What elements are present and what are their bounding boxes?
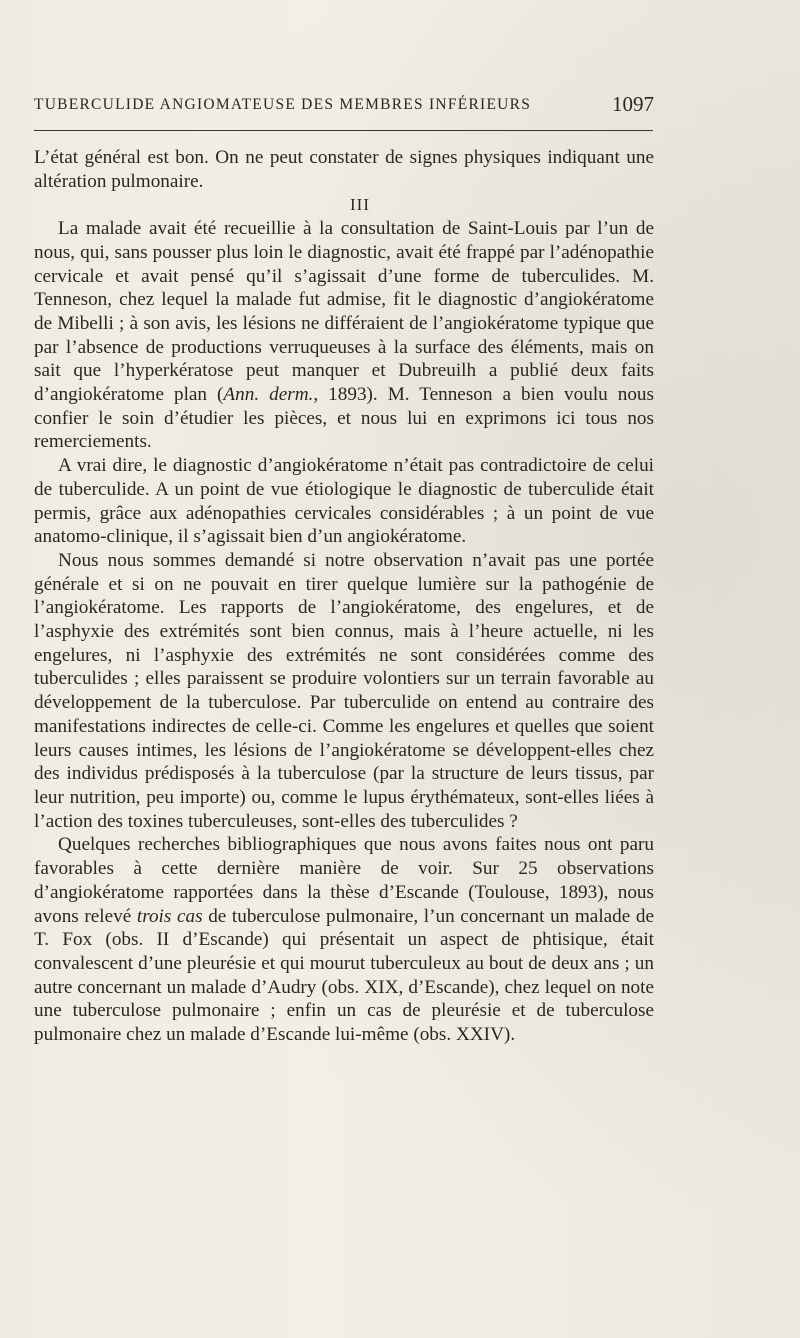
page-number: 1097 <box>612 92 654 116</box>
paragraph-diagnosis: A vrai dire, le diagnostic d’angiokératome n’était pas contradictoire de celui de tuberculide. A un point de vue étiologique le diagnostic de tuberculide était permis, grâce aux adénopathies cervicales considérables ; à un point de vue anatomo-clinique, il s’agissait bien d’un angiokératome. <box>34 455 654 548</box>
paragraph-consultation: La malade avait été recueillie à la consultation de Saint-Louis par l’un de nous, qui, sans pousser plus loin le diagnostic, avait été frappé par l’adénopathie cervicale et avait pensé qu’il s’agissait d’une forme de tuberculides. M. Tenneson, chez lequel la malade fut admise, fit le diagnostic d’angiokératome de Mibelli ; à son avis, les lésions ne différaient de l’angiokératome typique que par l’absence de productions verruqueuses à la surface des éléments, mais on sait que l’hyperkératose peut manquer et Dubreuilh a publié deux faits d’angiokératome plan (Ann. derm., 1893). M. Tenneson a bien voulu nous confier le soin d’étudier les pièces, et nous lui en exprimons ici tous nos remerciements. <box>34 218 654 453</box>
emphasis-three-cases: trois cas <box>136 905 203 927</box>
paragraph-general-state: L’état général est bon. On ne peut constater de signes physiques indiquant une altération pulmonaire. <box>34 147 654 192</box>
paragraph-consultation-text: La malade avait été recueillie à la consultation de Saint-Louis par l’un de nous, qui, sans pousser plus loin le diagnostic, avait été frappé par l’adénopathie cervicale et avait pensé qu’il s’agissait d’une forme de tuberculides. M. Tenneson, chez lequel la malade fut admise, fit le diagnostic d’angiokératome de Mibelli ; à son avis, les lésions ne différaient de l’angiokératome typique que par l’absence de productions verruqueuses à la surface des éléments, mais on sait que l’hyperkératose peut manquer et Dubreuilh a publié deux faits d’angiokératome plan <box>34 218 654 406</box>
paragraph-bibliography <box>34 833 654 1046</box>
running-title: TUBERCULIDE ANGIOMATEUSE DES MEMBRES INFÉRIEURS <box>34 96 532 113</box>
section-number: III <box>350 195 370 215</box>
paragraph-bibliography-text: Quelques recherches bibliographiques que nous avons faites nous ont paru favorables à cette dernière manière de voir. Sur 25 observations d’angiokératome rapportées dans la thèse d’Escande (Toulouse, 1893), nous avons relevé <box>34 834 654 927</box>
paragraph-bibliography-tail: de tuberculose pulmonaire, l’un concernant un malade de T. Fox (obs. II d’Escande) qui présentait un aspect de phtisique, était convalescent d’une pleurésie et qui mourut tuberculeux au bout de deux ans ; un autre concernant un malade d’Audry (obs. XIX, d’Escande), chez lequel on note une tuberculose pulmonaire ; enfin un cas de pleurésie et de tuberculose pulmonaire chez un malade d’Escande lui-même (obs. XXIV). <box>34 905 655 1046</box>
paragraph-consultation-tail: , 1893). M. Tenneson a bien voulu nous confier le soin d’étudier les pièces, et nous lui en exprimons ici tous nos remerciements. <box>34 384 654 453</box>
header-rule <box>34 130 653 131</box>
paragraph-pathogeny: Nous nous sommes demandé si notre observation n’avait pas une portée générale et si on ne pouvait en tirer quelque lumière sur la pathogénie de l’angiokératome. Les rapports de l’angiokératome, des engelures, et de l’asphyxie des extrémités sont bien connus, mais à l’heure actuelle, ni les engelures, ni l’asphyxie des extrémités ne sont considérées comme des tuberculides ; elles paraissent se produire volontiers sur un terrain favorable au développement de la tuberculose. Par tuberculide on entend au contraire des manifestations indirectes de celle-ci. Comme les engelures et quelles que soient leurs causes intimes, les lésions de l’angiokératome se développent-elles chez des individus prédisposés à la tuberculose (par la structure de leurs tissus, par leur nutrition, peu importe) ou, comme le lupus érythémateux, sont-elles liées à l’action des toxines tuberculeuses, sont-elles des tuberculides ? <box>34 549 654 832</box>
running-head <box>34 92 654 120</box>
citation-journal: Ann. derm. <box>223 384 314 406</box>
body-text <box>34 146 654 1047</box>
